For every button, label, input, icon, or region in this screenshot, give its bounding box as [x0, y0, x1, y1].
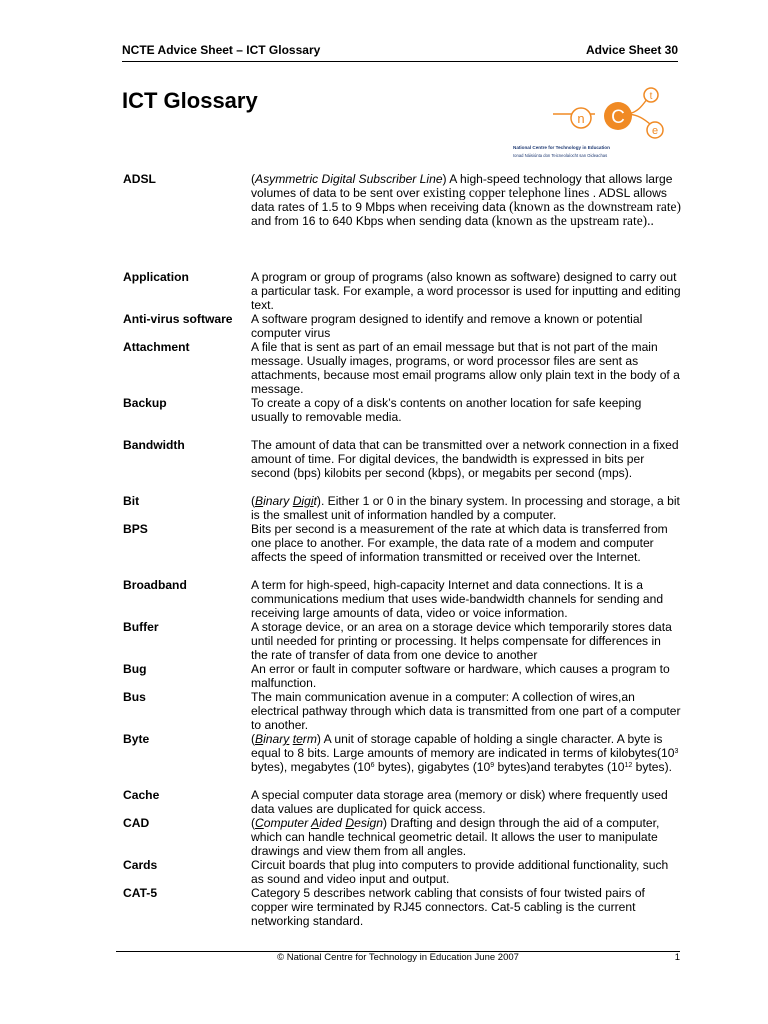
footer-copyright: © National Centre for Technology in Education June 2007: [277, 952, 519, 963]
definition-bandwidth: The amount of data that can be transmitted over a network connection in a fixed amount of time. For digital devices, the bandwidth is expressed in bits per second (bps) kilobits per second (kbps), or megabits per second (mps).: [251, 438, 679, 480]
definition-bus: The main communication avenue in a computer: A collection of wires,an electrical pathway through which data is transmitted from one part of a computer to another.: [251, 690, 681, 732]
term-bug: Bug: [123, 662, 147, 676]
header-right: Advice Sheet 30: [585, 43, 678, 57]
term-bandwidth: Bandwidth: [123, 438, 185, 452]
term-anti-virus-software: Anti-virus software: [123, 312, 233, 326]
logo-line-1: National Centre for Technology in Education: [513, 145, 610, 150]
term-buffer: Buffer: [123, 620, 159, 634]
definition-buffer: A storage device, or an area on a storage device which temporarily stores data until needed for printing or processing. It helps compensate for differences in the rate of transfer of data from one device to another: [251, 620, 672, 662]
term-bus: Bus: [123, 690, 146, 704]
svg-text:t: t: [649, 91, 653, 102]
term-adsl: ADSL: [123, 172, 156, 186]
term-bps: BPS: [123, 522, 148, 536]
term-byte: Byte: [123, 732, 150, 746]
definition-cad: (Computer Aided Design) Drafting and design through the aid of a computer, which can handle technical geometric detail. It allows the user to manipulate drawings and view them from all angles.: [251, 816, 660, 858]
definition-attachment: A file that is sent as part of an email message but that is not part of the main message. Usually images, programs, or word processor files are sent as attachments, because most email programs allow only plain text in the body of a message.: [251, 340, 680, 396]
definition-byte: (Binary term) A unit of storage capable of holding a single character. A byte is equal to 8 bits. Large amounts of memory are indicated in terms of $kilobytes(10^3$ bytes), megabytes ($10^6$ bytes), gigabytes ($10^9$ bytes)and terabytes ($10^{12}$ bytes).: [251, 732, 679, 774]
term-attachment: Attachment: [123, 340, 190, 354]
logo-line-2: Ionad Náisiúnta don Teicneolaíocht san Oideachas: [513, 153, 608, 158]
term-bit: Bit: [123, 494, 140, 508]
page-title: ICT Glossary: [122, 88, 258, 113]
definition-bug: An error or fault in computer software or hardware, which causes a program to malfunction.: [251, 662, 670, 690]
definition-bps: Bits per second is a measurement of the rate at which data is transferred from one place to another. For example, the data rate of a modem and computer affects the speed of information transmitted or received over the Internet.: [251, 522, 668, 564]
page-number: 1: [674, 952, 680, 963]
definition-anti-virus-software: A software program designed to identify and remove a known or potential computer virus: [251, 312, 643, 340]
header-left: NCTE Advice Sheet – ICT Glossary: [122, 43, 321, 57]
definition-cat-5: Category 5 describes network cabling that consists of four twisted pairs of copper wire terminated by RJ45 connectors. Cat-5 cabling is the current networking standard.: [251, 886, 645, 928]
svg-text:C: C: [611, 107, 625, 128]
term-cat-5: CAT-5: [123, 886, 158, 900]
page-header: [122, 43, 678, 62]
svg-text:n: n: [577, 111, 585, 126]
svg-text:e: e: [651, 125, 659, 137]
definition-cache: A special computer data storage area (memory or disk) where frequently used data values are duplicated for quick access.: [251, 788, 668, 816]
definition-backup: To create a copy of a disk’s contents on another location for safe keeping usually to removable media.: [251, 396, 642, 424]
ncte-logo: [513, 84, 673, 162]
term-backup: Backup: [123, 396, 167, 410]
definition-application: A program or group of programs (also known as software) designed to carry out a particular task. For example, a word processor is used for inputting and editing text.: [251, 270, 681, 312]
term-cards: Cards: [123, 858, 158, 872]
term-application: Application: [123, 270, 189, 284]
definition-bit: (Binary Digit). Either 1 or 0 in the binary system. In processing and storage, a bit is the smallest unit of information handled by a computer.: [251, 494, 680, 522]
definition-broadband: A term for high-speed, high-capacity Internet and data connections. It is a communications medium that uses wide-bandwidth channels for sending and receiving large amounts of data, video or voice information.: [251, 578, 664, 620]
term-cache: Cache: [123, 788, 160, 802]
term-broadband: Broadband: [123, 578, 187, 592]
term-cad: CAD: [123, 816, 150, 830]
definition-adsl: (Asymmetric Digital Subscriber Line) A high-speed technology that allows large volumes of data to be sent over existing copper telephone lines . ADSL allows data rates of 1.5 to 9 Mbps when receiving data (known as the downstream rate) and from 16 to 640 Kbps when sending data (known as the upstream rate)..: [251, 172, 681, 228]
definition-cards: Circuit boards that plug into computers to provide additional functionality, such as sound and video input and output.: [251, 858, 669, 886]
